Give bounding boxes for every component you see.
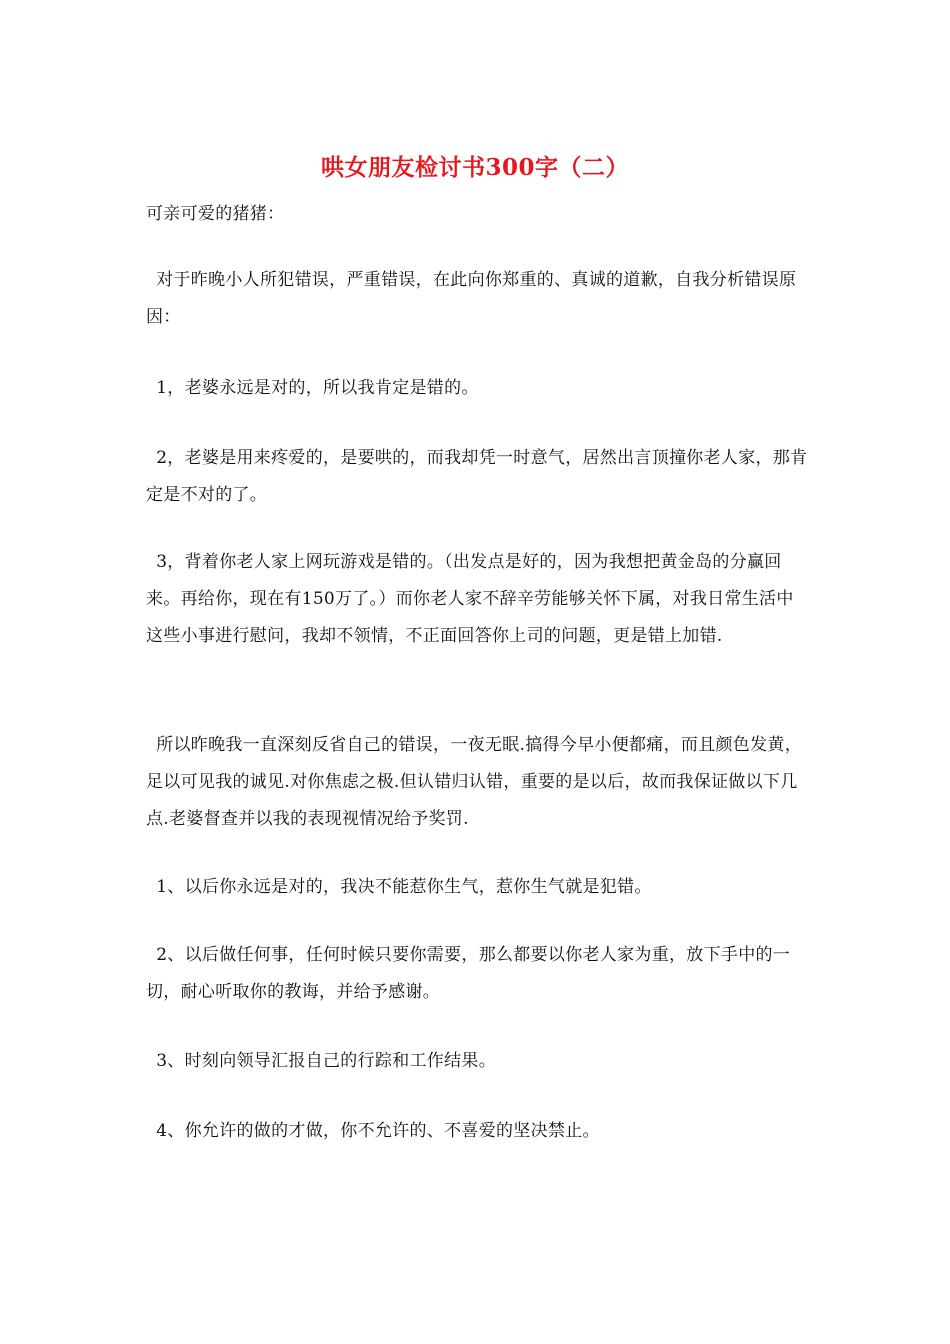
paragraph-intro: 对于昨晚小人所犯错误，严重错误，在此向你郑重的、真诚的道歉，自我分析错误原因： [146, 270, 797, 327]
salutation: 可亲可爱的猪猪： [146, 204, 285, 224]
paragraph-reflection: 所以昨晚我一直深刻反省自己的错误，一夜无眠.搞得今早小便都痛，而且颜色发黄，足以可见我的诚见.对你焦虑之极.但认错归认错，重要的是以后，故而我保证做以下几点.老婆督查并以我的表现视情况给予奖罚. [146, 735, 802, 829]
paragraph-promise-1: 1、以后你永远是对的，我决不能惹你生气，惹你生气就是犯错。 [156, 877, 652, 897]
paragraph-reason-2: 2，老婆是用来疼爱的，是要哄的，而我却凭一时意气，居然出言顶撞你老人家，那肯定是不对的了。 [146, 448, 808, 505]
paragraph-promise-2: 2、以后做任何事，任何时候只要你需要，那么都要以你老人家为重，放下手中的一切，耐心听取你的教诲，并给予感谢。 [146, 945, 791, 1002]
paragraph-promise-3: 3、时刻向领导汇报自己的行踪和工作结果。 [156, 1051, 497, 1071]
paragraph-promise-4: 4、你允许的做的才做，你不允许的、不喜爱的坚决禁止。 [156, 1121, 600, 1141]
page-title: 哄女朋友检讨书300字（二） [320, 154, 629, 181]
paragraph-reason-1: 1，老婆永远是对的，所以我肯定是错的。 [156, 378, 479, 398]
paragraph-reason-3: 3，背着你老人家上网玩游戏是错的。（出发点是好的，因为我想把黄金岛的分赢回来。再给你，现在有150万了。）而你老人家不辞辛劳能够关怀下属，对我日常生活中这些小事进行慰问，我却不领情，不正面回答你上司的问题，更是错上加错. [146, 552, 794, 646]
